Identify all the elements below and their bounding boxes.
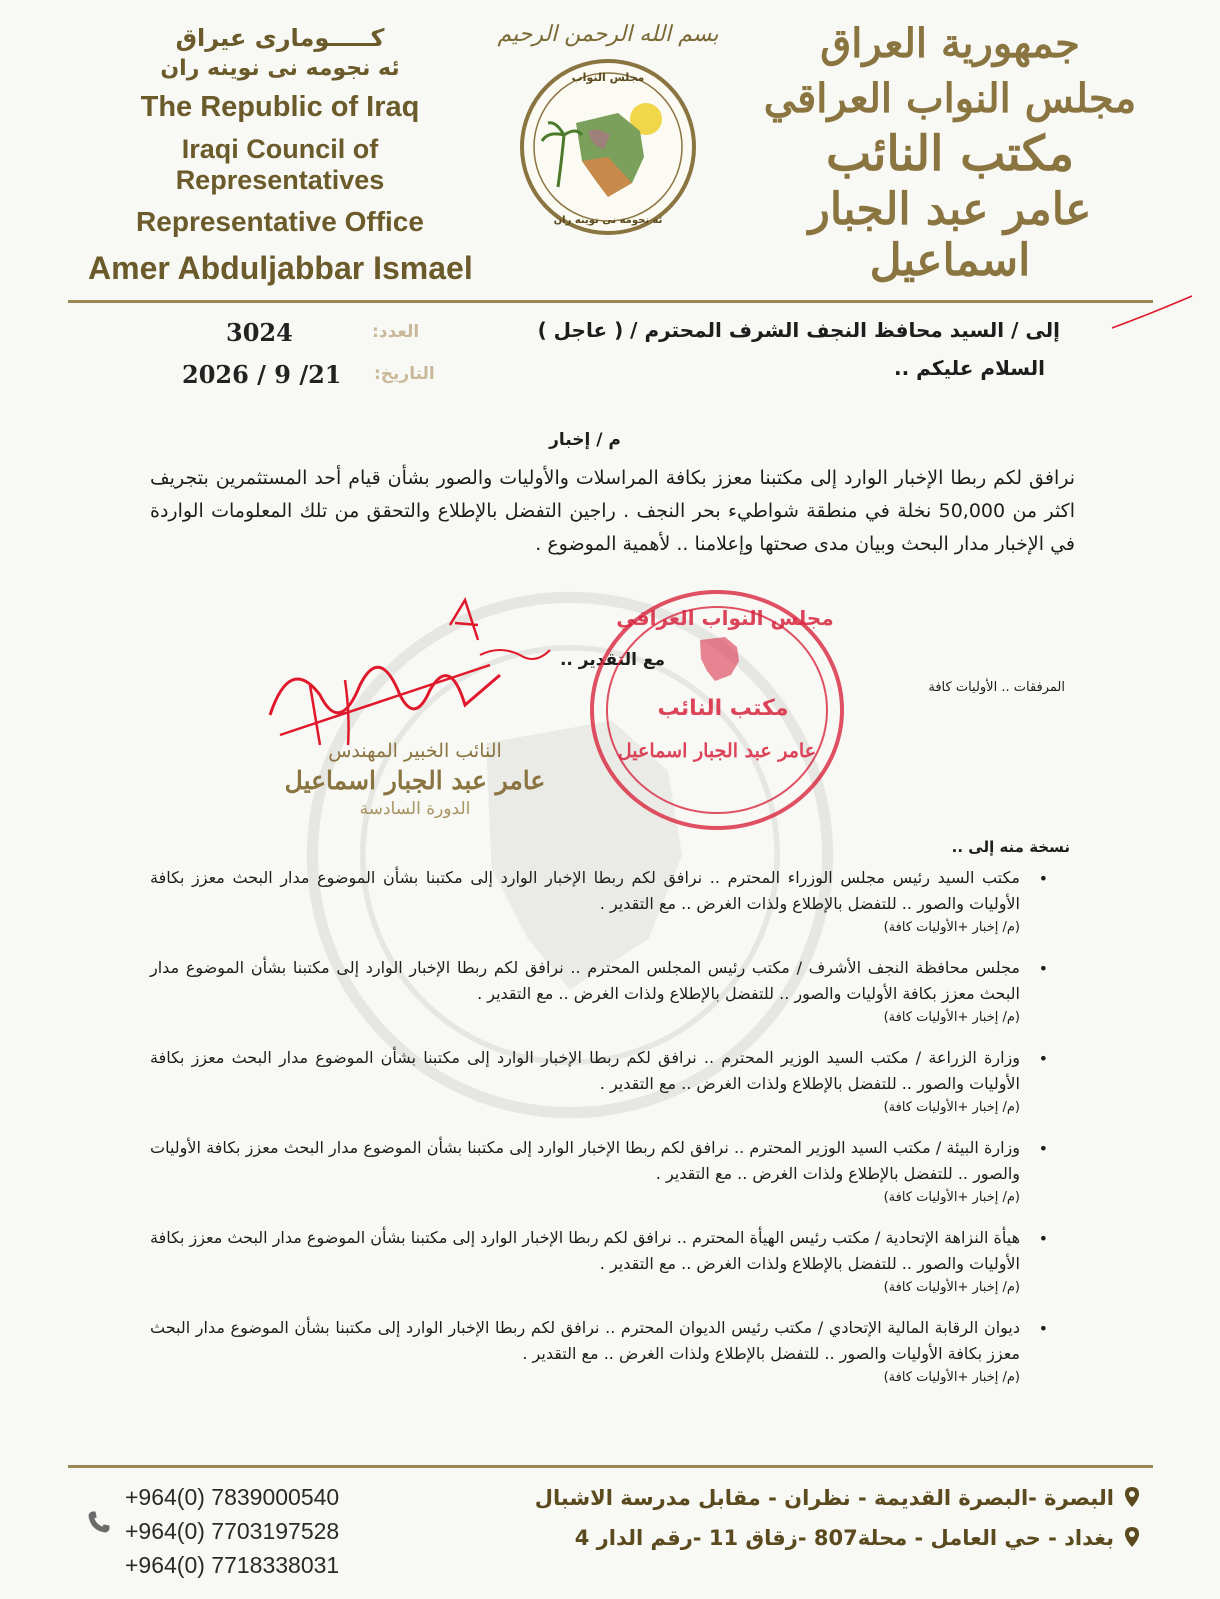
list-item <box>150 1045 1070 1119</box>
signature-block <box>265 740 565 819</box>
header-arabic-name: عامر عبد الجبار اسماعيل <box>808 184 1092 286</box>
list-item <box>150 865 1070 939</box>
header-english-name: Amer Abduljabbar Ismael <box>88 250 473 286</box>
stamp-top-text: مجلس النواب العراقي <box>616 606 834 630</box>
stamp-bottom-text: عامر عبد الجبار اسماعيل <box>617 740 817 762</box>
header-arabic-block <box>760 16 1140 286</box>
phone-number[interactable]: +964(0) 7718338031 <box>125 1552 340 1578</box>
closing-line: مع التقدير .. <box>559 650 665 670</box>
address-basra-text: البصرة -البصرة القديمة - نظران - مقابل مدرسة الاشبال <box>534 1486 1114 1510</box>
letter-body: نرافق لكم ربطا الإخبار الوارد إلى مكتبنا معزز بكافة المراسلات والأوليات والصور بشأن قيام أحد المستثمرين بتجريف اكثر من 50,000 نخلة في منطقة شواطيء بحر النجف . راجين التفضل بالإطلاع والتحقق من تلك المعلومات الواردة في الإخبار مدار البحث وبيان مدى صحتها وإعلامنا .. لأهمية الموضوع . <box>150 467 1075 555</box>
header-english-office: Representative Office <box>136 206 424 237</box>
list-item <box>150 1315 1070 1389</box>
copy-reference: (م/ إخبار +الأوليات كافة) <box>883 1370 1020 1385</box>
date-label: التاريخ: <box>374 364 435 384</box>
location-pin-icon <box>1124 1486 1140 1508</box>
bullet-icon: • <box>1038 959 1048 978</box>
copy-recipient-text: وزارة الزراعة / مكتب السيد الوزير المحترم .. نرافق لكم ربطا الإخبار الوارد إلى مكتبنا بشأن الموضوع مدار البحث معزز بكافة الأوليات والصور .. للتفضل بالإطلاع ولذات الغرض .. مع التقدير . <box>150 1048 1020 1093</box>
address-baghdad <box>575 1526 1140 1550</box>
greeting-line: السلام عليكم .. <box>894 356 1045 380</box>
header-english-country: The Republic of Iraq <box>140 91 420 123</box>
header-kurdish-council: ئه نجومه نی نوینه ران <box>160 56 400 81</box>
copy-reference: (م/ إخبار +الأوليات كافة) <box>883 1100 1020 1115</box>
bullet-icon: • <box>1038 1049 1048 1068</box>
number-label: العدد: <box>372 322 420 342</box>
bullet-icon: • <box>1038 869 1048 888</box>
header-arabic-office: مكتب النائب <box>825 126 1075 182</box>
addressee-line: إلى / السيد محافظ النجف الشرف المحترم / ( عاجل ) <box>537 318 1060 342</box>
copy-reference: (م/ إخبار +الأوليات كافة) <box>883 920 1020 935</box>
signature-name: عامر عبد الجبار اسماعيل <box>284 766 546 795</box>
header-kurdish-country: كـــــوماری عیراق <box>175 24 385 52</box>
header-arabic-council: مجلس النواب العراقي <box>763 75 1137 122</box>
footer-divider <box>68 1465 1153 1468</box>
header-latin-block <box>80 18 480 287</box>
copy-reference: (م/ إخبار +الأوليات كافة) <box>883 1010 1020 1025</box>
phone-number[interactable]: +964(0) 7839000540 <box>125 1484 340 1510</box>
copies-heading: نسخة منه إلى .. <box>951 838 1070 856</box>
list-item <box>150 955 1070 1029</box>
council-emblem-icon <box>518 57 698 237</box>
signature-title: النائب الخبير المهندس <box>328 740 502 762</box>
basmala: بسم الله الرحمن الرحيم <box>497 22 719 47</box>
bullet-icon: • <box>1038 1139 1048 1158</box>
list-item <box>150 1135 1070 1209</box>
number-value: 3024 <box>226 318 293 347</box>
phone-icon <box>85 1508 113 1536</box>
red-pen-mark-icon <box>1110 292 1195 332</box>
header-emblem-block <box>478 22 738 241</box>
header-arabic-country: جمهورية العراق <box>820 20 1080 67</box>
header-divider <box>68 300 1153 303</box>
list-item <box>150 1225 1070 1299</box>
copy-reference: (م/ إخبار +الأوليات كافة) <box>883 1280 1020 1295</box>
copy-recipient-text: مكتب السيد رئيس مجلس الوزراء المحترم .. نرافق لكم ربطا الإخبار الوارد إلى مكتبنا بشأن الموضوع مدار البحث معزز بكافة الأوليات والصور .. للتفضل بالإطلاع ولذات الغرض .. مع التقدير . <box>150 868 1020 913</box>
phone-number[interactable]: +964(0) 7703197528 <box>125 1518 340 1544</box>
attachments-line: المرفقات .. الأوليات كافة <box>928 680 1065 695</box>
bullet-icon: • <box>1038 1229 1048 1248</box>
stamp-middle-text: مكتب النائب <box>657 696 789 721</box>
copies-list <box>150 865 1070 1405</box>
subject-line: م / إخبار <box>549 430 621 450</box>
copy-recipient-text: مجلس محافظة النجف الأشرف / مكتب رئيس المجلس المحترم .. نرافق لكم ربطا الإخبار الوارد إلى مكتبنا بشأن الموضوع مدار البحث معزز بكافة الأوليات والصور .. للتفضل بالإطلاع ولذات الغرض .. مع التقدير . <box>150 958 1020 1003</box>
bullet-icon: • <box>1038 1319 1048 1338</box>
copy-recipient-text: هيأة النزاهة الإتحادية / مكتب رئيس الهيأة المحترم .. نرافق لكم ربطا الإخبار الوارد إلى مكتبنا بشأن الموضوع مدار البحث معزز بكافة الأوليات والصور .. للتفضل بالإطلاع ولذات الغرض .. مع التقدير . <box>150 1228 1020 1273</box>
copy-reference: (م/ إخبار +الأوليات كافة) <box>883 1190 1020 1205</box>
signature-term: الدورة السادسة <box>359 799 471 819</box>
office-stamp-icon <box>585 585 850 835</box>
header-english-council: Iraqi Council of Representatives <box>175 134 385 195</box>
copy-recipient-text: ديوان الرقابة المالية الإتحادي / مكتب رئيس الديوان المحترم .. نرافق لكم ربطا الإخبار الوارد إلى مكتبنا بشأن الموضوع مدار البحث معزز بكافة الأوليات والصور .. للتفضل بالإطلاع ولذات الغرض .. مع التقدير . <box>150 1318 1020 1363</box>
address-baghdad-text: بغداد - حي العامل - محلة807 -زقاق 11 -رقم الدار 4 <box>574 1526 1114 1550</box>
emblem-top-text: مجلس النواب <box>571 71 645 84</box>
emblem-bottom-text: ئه نجومه نی نوینه ران <box>553 215 663 226</box>
location-pin-icon <box>1124 1526 1140 1548</box>
address-basra <box>535 1486 1140 1510</box>
phone-numbers <box>125 1480 339 1582</box>
copy-recipient-text: وزارة البيئة / مكتب السيد الوزير المحترم .. نرافق لكم ربطا الإخبار الوارد إلى مكتبنا بشأن الموضوع مدار البحث معزز بكافة الأوليات والصور .. للتفضل بالإطلاع ولذات الغرض .. مع التقدير . <box>150 1138 1020 1183</box>
date-value: 2026 / 9 /21 <box>182 360 342 389</box>
